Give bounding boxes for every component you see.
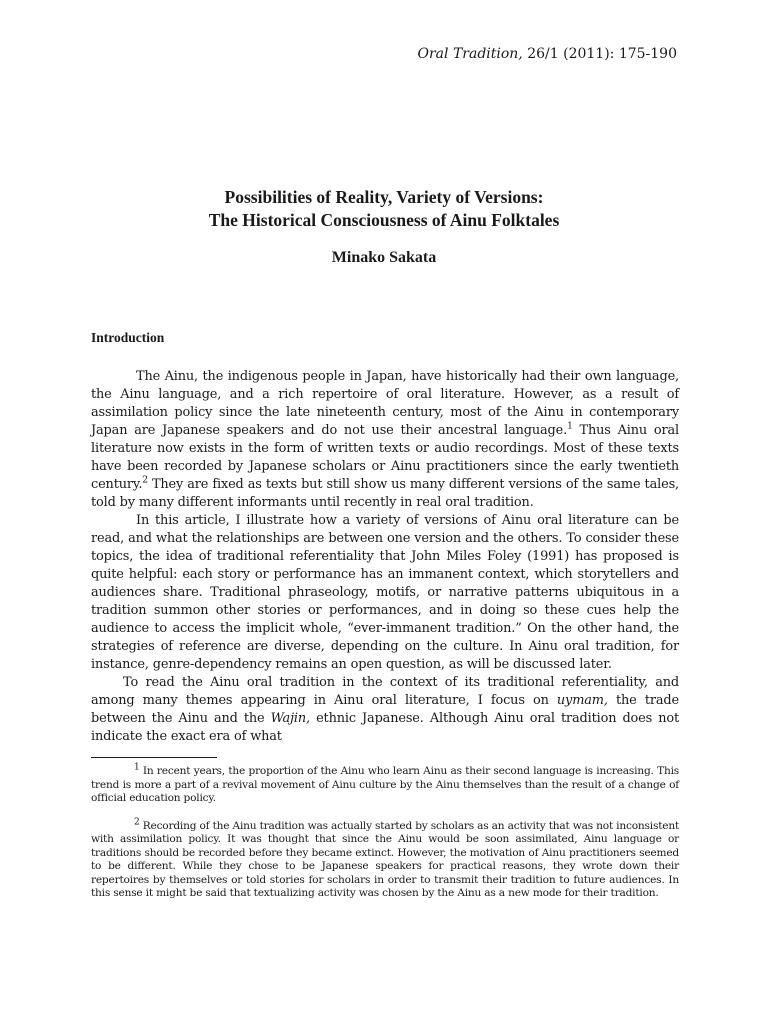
- paragraph-3-part-b: the trade between the Ainu and the: [91, 693, 679, 726]
- title-line-2: The Historical Consciousness of Ainu Folktales: [208, 210, 560, 230]
- footnote-2: [91, 816, 679, 901]
- article-title: [0, 186, 768, 232]
- section-heading: Introduction: [91, 330, 165, 345]
- footnote-1-number: 1: [134, 762, 140, 773]
- paragraph-2: In this article, I illustrate how a variety of versions of Ainu oral literature can be read, and what the relationships are between one version and the others. To consider these topics, the idea of traditional referentiality that John Miles Foley (1991) has proposed is quite helpful: each story or performance has an immanent context, which storytellers and audiences share. Traditional phraseology, motifs, or narrative patterns ubiquitous in a tradition summon other stories or performances, and in doing so these cues help the audience to access the implicit whole, “ever-immanent tradition.” On the other hand, the strategies of reference are diverse, depending on the culture. In Ainu oral tradition, for instance, genre-dependency remains an open question, as will be discussed later.: [91, 513, 679, 672]
- term-uymam: uymam,: [556, 693, 608, 708]
- citation-details: 26/1 (2011): 175-190: [522, 46, 677, 62]
- paragraph-1: [91, 368, 679, 512]
- paragraph-1-part-b: Thus Ainu oral literature now exists in the form of written texts or audio recordings. Most of these texts have been recorded by Japanese scholars or Ainu practitioners since the early twentieth century.: [91, 423, 679, 492]
- author-name: Minako Sakata: [331, 249, 437, 266]
- paragraph-1-part-c: They are fixed as texts but still show us many different versions of the same tales, told by many different informants until recently in real oral tradition.: [91, 477, 679, 510]
- paragraph-3-part-a: To read the Ainu oral tradition in the context of its traditional referentiality, and among many themes appearing in Ainu oral literature, I focus on: [91, 675, 679, 708]
- footnote-1: [91, 762, 679, 806]
- paragraph-3: [91, 674, 679, 746]
- footnotes: [91, 762, 679, 915]
- paragraph-1-part-a: The Ainu, the indigenous people in Japan, have historically had their own language, the Ainu language, and a rich repertoire of oral literature. However, as a result of assimilation policy since the late nineteenth century, most of the Ainu in contemporary Japan are Japanese speakers and do not use their ancestral language.: [91, 369, 679, 438]
- footnote-2-text: Recording of the Ainu tradition was actually started by scholars as an activity that was not inconsistent with assimilation policy. It was thought that since the Ainu would be soon assimilated, Ainu language or traditions should be recorded before they became extinct. However, the motivation of Ainu practitioners seemed to be different. While they chose to be Japanese speakers for practical reasons, they wrote down their repertoires by themselves or told stories for scholars in order to transmit their tradition to future audiences. In this sense it might be said that textualizing activity was chosen by the Ainu as a new mode for their tradition.: [91, 819, 679, 899]
- footnote-ref-2[interactable]: 2: [142, 475, 148, 486]
- footnote-1-text: In recent years, the proportion of the Ainu who learn Ainu as their second language is increasing. This trend is more a part of a revival movement of Ainu culture by the Ainu themselves than the result of a change of official education policy.: [91, 765, 679, 804]
- body-text: [91, 368, 679, 746]
- paragraph-3-part-c: ethnic Japanese. Although Ainu oral tradition does not indicate the exact era of what: [91, 711, 679, 744]
- footnote-divider: [91, 757, 217, 758]
- journal-citation-header: [418, 45, 678, 63]
- term-wajin: Wajin,: [270, 711, 310, 726]
- footnote-2-number: 2: [134, 816, 140, 827]
- title-line-1: Possibilities of Reality, Variety of Versions:: [224, 187, 544, 207]
- journal-name: Oral Tradition,: [417, 46, 523, 62]
- footnote-ref-1[interactable]: 1: [567, 421, 573, 432]
